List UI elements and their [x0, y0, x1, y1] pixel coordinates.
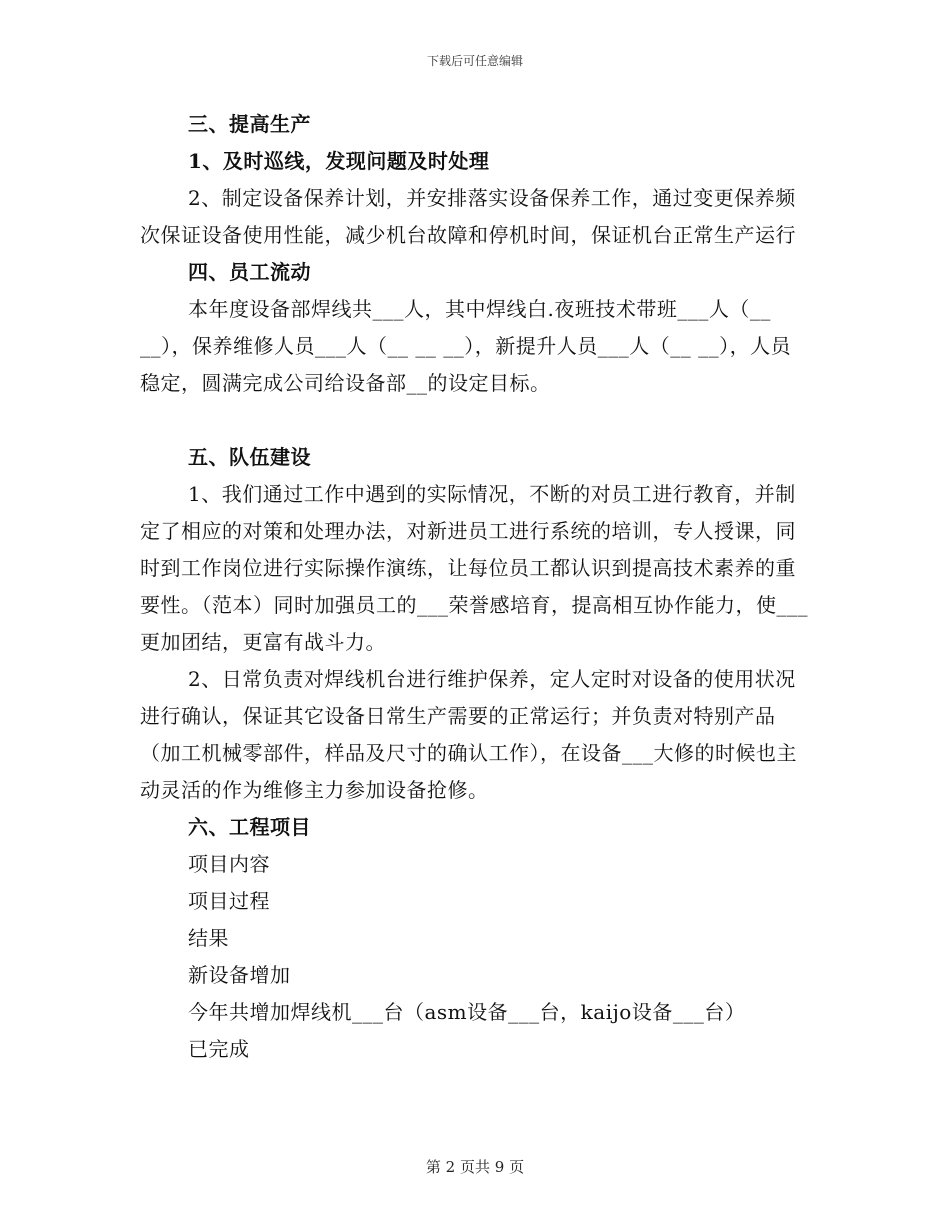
document-body — [140, 106, 808, 1068]
completed-label: 已完成 — [188, 1037, 250, 1061]
page-footer: 第 2 页共 9 页 — [425, 1158, 525, 1176]
section-5-item-2: 2、日常负责对焊线机台进行维护保养，定人定时对设备的使用状况进行确认，保证其它设备日常生产需要的正常运行；并负责对特别产品（加工机械零部件，样品及尺寸的确认工作），在设备___大修的时候也主动灵活的作为维修主力参加设备抢修。 — [140, 667, 797, 802]
section-3-title: 三、提高生产 — [188, 112, 311, 136]
blank-line — [140, 402, 808, 439]
section-4-title: 四、员工流动 — [188, 260, 311, 284]
welding-machine-count-line: 今年共增加焊线机___台（asm设备___台，kaijo设备___台） — [188, 1000, 746, 1024]
section-6-title: 六、工程项目 — [188, 815, 311, 839]
section-3-item-2: 2、制定设备保养计划，并安排落实设备保养工作，通过变更保养频次保证设备使用性能，减少机台故障和停机时间，保证机台正常生产运行 — [140, 186, 796, 247]
section-3-item-1: 1、及时巡线，发现问题及时处理 — [188, 149, 490, 173]
section-5-item-1: 1、我们通过工作中遇到的实际情况，不断的对员工进行教育，并制定了相应的对策和处理办法，对新进员工进行系统的培训，专人授课，同时到工作岗位进行实际操作演练，让每位员工都认识到提高技术素养的重要性。（范本）同时加强员工的___荣誉感培育，提高相互协作能力，使___更加团结，更富有战斗力。 — [140, 482, 808, 654]
result-label: 结果 — [188, 926, 229, 950]
project-content-label: 项目内容 — [188, 852, 270, 876]
section-5-title: 五、队伍建设 — [188, 445, 311, 469]
section-4-paragraph: 本年度设备部焊线共___人，其中焊线白.夜班技术带班___人（__ __），保养维修人员___人（__ __ __），新提升人员___人（__ __），人员稳定，圆满完成公司给设备部__的设定目标。 — [140, 297, 792, 395]
project-process-label: 项目过程 — [188, 889, 270, 913]
new-equipment-label: 新设备增加 — [188, 963, 291, 987]
page-header: 下载后可任意编辑 — [426, 54, 523, 68]
